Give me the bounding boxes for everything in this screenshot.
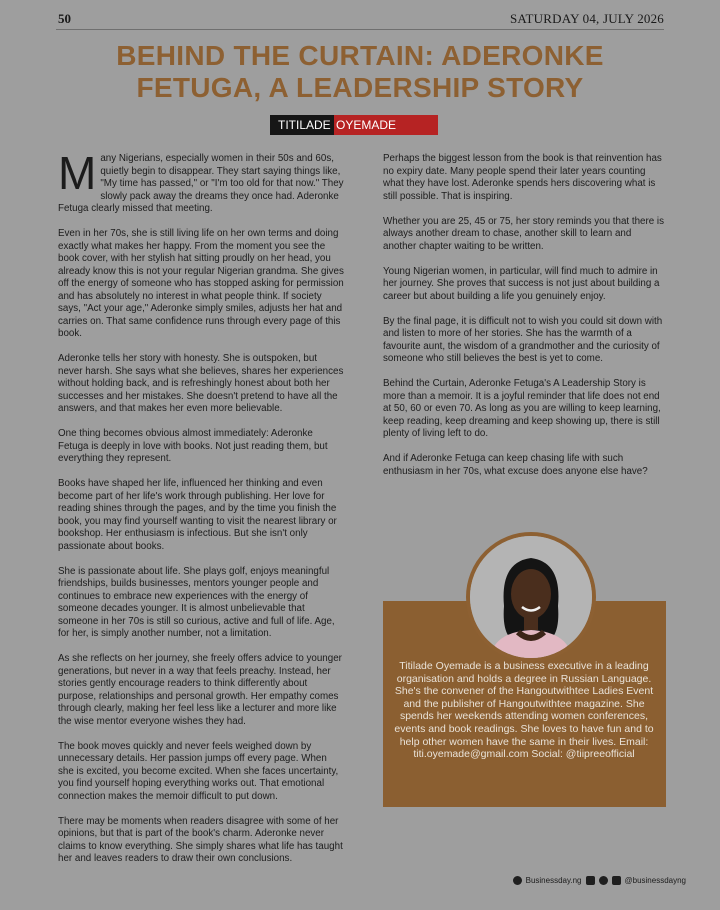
- footer-social: [513, 876, 686, 885]
- header-divider: [56, 29, 664, 30]
- byline: [270, 115, 438, 135]
- article-paragraph: Even in her 70s, she is still living life on her own terms and doing exactly what makes her happy. From the moment you see the book cover, with her stylish hat sitting proudly on her head, you already know this is not your regular Nigerian grandma. She gives off the energy of someone who has stopped asking for permission and has absolutely no interest in what people think. If society says, "Act your age," Aderonke simply smiles, adjusts her hat and carries on. That same confidence runs through every page of this book.: [58, 228, 344, 339]
- x-twitter-icon[interactable]: [612, 876, 621, 885]
- article-paragraph: The book moves quickly and never feels weighed down by unnecessary details. Her passion jumps off every page. When she is excited, you become excited. When she faces uncertainty, you find yourself hoping everything works out. That emotional connection makes the memoir difficult to put down.: [58, 740, 339, 802]
- article-paragraph: [58, 147, 344, 216]
- article-paragraph: By the final page, it is difficult not to wish you could sit down with and listen to more of her stories. She has the warmth of a favourite aunt, the wisdom of a grandmother and the curiosity of someone who still believes the best is yet to come.: [383, 315, 663, 364]
- article-headline: BEHIND THE CURTAIN: ADERONKE FETUGA, A LEADERSHIP STORY: [116, 40, 604, 103]
- article-paragraph: Perhaps the biggest lesson from the book is that reinvention has no expiry date. Many people spend their later years counting what they have lost. Aderonke spends hers discovering what is still possible. That is inspiring.: [383, 153, 662, 202]
- byline-first-name: TITILADE: [270, 115, 334, 135]
- article-column-left: [58, 147, 344, 878]
- article-paragraph: And if Aderonke Fetuga can keep chasing life with such enthusiasm in her 70s, what excuse does anyone else have?: [383, 453, 648, 477]
- article-paragraph: Behind the Curtain, Aderonke Fetuga's A Leadership Story is more than a memoir. It is a joyful reminder that life does not end at 50, 60 or even 70. As long as you are willing to keep learning, keep reading, keep dreaming and keep showing up, there is still plenty of living left to do.: [383, 378, 661, 439]
- paragraph-text: any Nigerians, especially women in their 50s and 60s, quietly begin to disappear. They start saying things like, "My time has passed," or "I'm too old for that now." They slowly pack away the dreams they once had. Aderonke Fetuga clearly missed that meeting.: [58, 153, 344, 214]
- drop-cap: M: [58, 147, 97, 199]
- article-paragraph: As she reflects on her journey, she freely offers advice to younger generations, but never in a way that feels preachy. Instead, her stories gently encourage readers to think differently about purpose, relationships and personal growth. Her empathy comes through clearly, making her feel less like a lecturer and more like the wise mentor everyone wishes they had.: [58, 653, 342, 727]
- article-paragraph: Aderonke tells her story with honesty. She is outspoken, but never harsh. She says what she believes, shares her experiences without holding back, and is refreshingly honest about both her successes and her mistakes. She doesn't pretend to have all the answers, and that makes her even more believable.: [58, 353, 344, 414]
- instagram-icon[interactable]: [599, 876, 608, 885]
- facebook-icon[interactable]: [586, 876, 595, 885]
- byline-last-name: OYEMADE: [334, 115, 438, 135]
- article-paragraph: Young Nigerian women, in particular, will find much to admire in her journey. She proves that success is not just about building a career but about building a life you genuinely enjoy.: [383, 265, 660, 302]
- author-bio-text: Titilade Oyemade is a business executive in a leading organisation and holds a degree in Russian Language. She's the convener of the Hangoutwithtee Ladies Event and the publisher of Hangoutwithtee magazine. She spends her weekends attending women conferences, events and book readings. She loves to have fun and to help other women have the same in their lives. Email: titi.oyemade@gmail.com Social: @tiipreeofficial: [394, 660, 654, 761]
- article-column-right: [383, 153, 666, 491]
- issue-date: SATURDAY 04, JULY 2026: [509, 11, 664, 26]
- businessday-logo-icon: [513, 876, 522, 885]
- portrait-illustration: [470, 536, 592, 658]
- footer-handle[interactable]: @businessdayng: [624, 876, 686, 885]
- article-paragraph: Whether you are 25, 45 or 75, her story reminds you that there is always another dream to chase, another skill to learn and another chapter waiting to be written.: [383, 215, 664, 252]
- article-paragraph: One thing becomes obvious almost immediately: Aderonke Fetuga is deeply in love with books. Not just reading them, but everything they represent.: [58, 428, 328, 464]
- page-number: 50: [58, 11, 71, 26]
- article-paragraph: There may be moments when readers disagree with some of her opinions, but that is part of the book's charm. Aderonke never claims to know everything. She simply shares what life has taught her and leaves readers to draw their own conclusions.: [58, 815, 343, 864]
- article-paragraph: Books have shaped her life, influenced her thinking and even become part of her life's work through publishing. Her love for reading shines through the pages, and by the time you finish the book, you may find yourself wanting to visit the nearest library or bookshop. Her enthusiasm is infectious. But she isn't only passionate about books.: [58, 478, 337, 552]
- author-portrait: [466, 532, 596, 662]
- article-paragraph: She is passionate about life. She plays golf, enjoys meaningful friendships, builds businesses, mentors younger people and continues to embrace new experiences with the energy of someone decades younger. It is almost unbelievable that someone in her 70s is still so curious, active and full of life. Age, for her, is simply another number, not a limitation.: [58, 565, 335, 639]
- footer-site[interactable]: Businessday.ng: [525, 876, 582, 885]
